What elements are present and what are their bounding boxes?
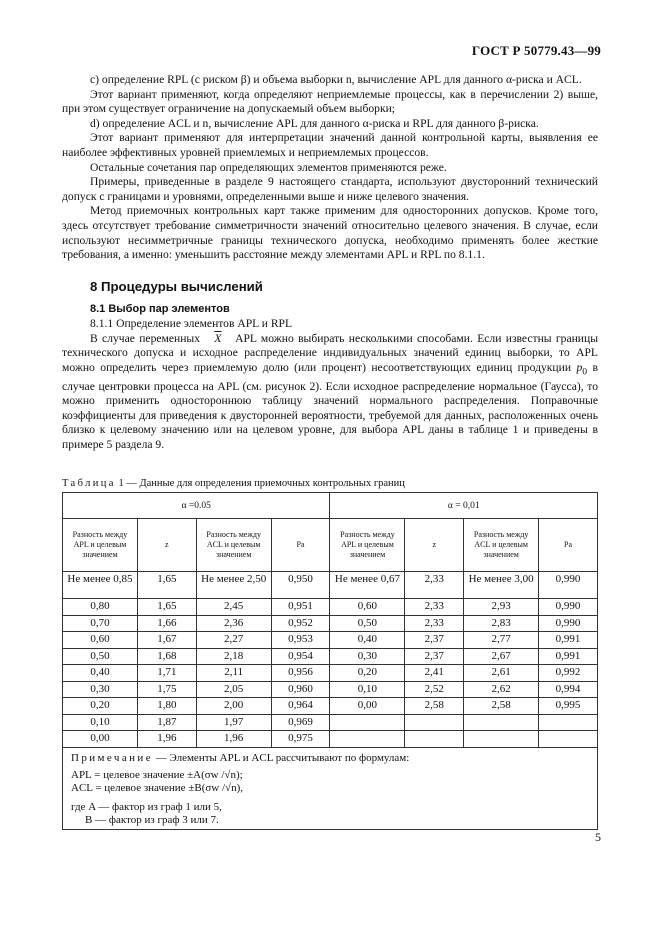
paragraph: Этот вариант применяют, когда определяют неприемлемые процессы, как в перечислении 2) выше, при этом существует ограничение на допускаемый объем выборки; [62, 87, 598, 116]
table-cell [405, 714, 464, 731]
table-cell: 0,50 [330, 615, 405, 632]
p-symbol: p [576, 360, 583, 374]
table-cell: Не менее 2,50 [196, 572, 271, 599]
data-table [62, 492, 598, 830]
column-header: z [137, 519, 196, 572]
table-cell: 0,951 [271, 599, 330, 616]
column-header: Разность между ACL и целевым значением [464, 519, 539, 572]
table-cell: 2,33 [405, 572, 464, 599]
paragraph: Остальные сочетания пар определяющих элементов применяются реже. [90, 160, 447, 174]
table-cell: 0,60 [63, 632, 138, 649]
table-cell: 2,93 [464, 599, 539, 616]
table-cell [330, 731, 405, 748]
table-cell: 0,956 [271, 665, 330, 682]
body-text [62, 73, 598, 453]
table-cell: 2,18 [196, 648, 271, 665]
document-header: ГОСТ Р 50779.43—99 [471, 43, 601, 58]
table-cell: 1,65 [137, 572, 196, 599]
table-cell: 0,953 [271, 632, 330, 649]
alpha-header: α =0.05 [63, 493, 330, 519]
table-cell: 0,70 [63, 615, 138, 632]
table-cell: 1,96 [196, 731, 271, 748]
table-cell: 2,36 [196, 615, 271, 632]
table-cell: 1,80 [137, 698, 196, 715]
formula-apl: APL = целевое значение ±A(σw /√n); [71, 768, 243, 781]
table-row [63, 665, 598, 682]
xbar-symbol: $\overline{X}$ [214, 331, 222, 345]
table-row [63, 681, 598, 698]
column-header: Разность между APL и целевым значением [63, 519, 138, 572]
alpha-header: α = 0,01 [330, 493, 598, 519]
table-cell: 1,66 [137, 615, 196, 632]
table-cell: 2,83 [464, 615, 539, 632]
page-number: 5 [595, 830, 601, 844]
table-cell [330, 714, 405, 731]
table-cell: 1,71 [137, 665, 196, 682]
table-cell: 0,20 [63, 698, 138, 715]
table-cell: 2,41 [405, 665, 464, 682]
paragraph: c) определение RPL (с риском β) и объема выборки n, вычисление APL для данного α-риска и ACL. [90, 73, 582, 86]
column-header: Разность между ACL и целевым значением [196, 519, 271, 572]
table-cell: 2,77 [464, 632, 539, 649]
table-caption [62, 478, 405, 489]
table-cell: 0,990 [539, 615, 598, 632]
section-title: 8 Процедуры вычислений [90, 278, 263, 294]
paragraph: Метод приемочных контрольных карт также применим для односторонних допусков. Кроме того, здесь отсутствует требование симметричности значений относительно целевого значения. В случае, если используют несимметричные границы технического допуска, необходимо применять более жесткие требования, а именно: уменьшить расстояние между элементами APL и RPL по 8.1.1. [62, 204, 598, 262]
p-subscript: 0 [582, 366, 588, 377]
table-row [63, 572, 598, 599]
table-row [63, 648, 598, 665]
table-row [63, 698, 598, 715]
table-cell: 2,37 [405, 632, 464, 649]
table-row [63, 632, 598, 649]
table-cell: 0,40 [63, 665, 138, 682]
table-cell: 0,991 [539, 632, 598, 649]
table-cell: 1,65 [137, 599, 196, 616]
subsection-title: 8.1 Выбор пар элементов [90, 303, 230, 316]
note-text: — Элементы APL и ACL рассчитывают по формулам: [155, 751, 410, 764]
table-cell: 0,40 [330, 632, 405, 649]
table-cell: Не менее 0,85 [63, 572, 138, 599]
table-cell: 0,00 [63, 731, 138, 748]
paragraph-apl-selection [62, 332, 598, 453]
column-header: Pa [271, 519, 330, 572]
table-cell: 2,27 [196, 632, 271, 649]
table-cell [539, 731, 598, 748]
table-cell: Не менее 3,00 [464, 572, 539, 599]
column-header: Разность между APL и целевым значением [330, 519, 405, 572]
table-row [63, 599, 598, 616]
table-cell: 1,96 [137, 731, 196, 748]
table-note [63, 747, 598, 829]
table-cell: 0,990 [539, 572, 598, 599]
column-header: Pa [539, 519, 598, 572]
table-cell: Не менее 0,67 [330, 572, 405, 599]
table-cell: 0,10 [330, 681, 405, 698]
table-cell: 2,61 [464, 665, 539, 682]
table-cell: 2,33 [405, 599, 464, 616]
table-cell: 0,969 [271, 714, 330, 731]
formula-acl: ACL = целевое значение ±B(σw /√n), [71, 781, 243, 794]
table-cell: 1,67 [137, 632, 196, 649]
table-cell: 2,67 [464, 648, 539, 665]
note-label: Примечание [71, 751, 153, 764]
table-body [63, 572, 598, 748]
paragraph-part: APL можно выбирать несколькими способами. Если известны границы технического допуска и исходное распределение индивидуальных значений единиц выборки, то APL можно определить через приемлемую долю (или процент) несоответствующих единиц продукции [62, 331, 598, 374]
note-where-a: где A — фактор из граф 1 или 5, [71, 800, 222, 813]
table-cell: 0,975 [271, 731, 330, 748]
table-cell: 0,992 [539, 665, 598, 682]
paragraph-part: в случае центровки процесса на APL (см. рисунок 2). Если исходное распределение нормальное (Гаусса), то можно применить одностороннюю таблицу значений нормального распределения. Поправочные коэффициенты для приведения к двусторонней вероятности, требуемой для данных, расположенных очень близко к целевому значению или на целевом уровне, для выбора APL даны в таблице 1 и приведены в примере 5 раздела 9. [62, 360, 598, 451]
paragraph-part: В случае переменных [90, 331, 200, 345]
table-cell: 2,00 [196, 698, 271, 715]
table-cell: 0,60 [330, 599, 405, 616]
table-cell: 2,37 [405, 648, 464, 665]
table-cell: 1,68 [137, 648, 196, 665]
table-cell: 2,45 [196, 599, 271, 616]
table-cell: 0,960 [271, 681, 330, 698]
table-cell [464, 731, 539, 748]
table-cell: 0,952 [271, 615, 330, 632]
table-cell: 0,995 [539, 698, 598, 715]
table-cell: 0,30 [330, 648, 405, 665]
table-cell: 0,991 [539, 648, 598, 665]
paragraph: Этот вариант применяют для интерпретации значений данной контрольной карты, выявления ее наиболее эффективных уровней приемлемых и неприемлемых процессов. [62, 131, 598, 159]
table-caption-text: 1 — Данные для определения приемочных контрольных границ [118, 478, 405, 489]
table-cell: 1,75 [137, 681, 196, 698]
column-header: z [405, 519, 464, 572]
table-cell: 0,00 [330, 698, 405, 715]
table-cell [539, 714, 598, 731]
table-cell: 1,87 [137, 714, 196, 731]
table-cell: 0,50 [63, 648, 138, 665]
table-cell [464, 714, 539, 731]
table-row [63, 714, 598, 731]
paragraph: Примеры, приведенные в разделе 9 настоящего стандарта, используют двусторонний технический допуск с границами и уровнями, определенными выше и ниже целевого значения. [62, 175, 598, 203]
table-caption-label: Таблица [62, 478, 116, 489]
table-cell: 2,11 [196, 665, 271, 682]
table-cell: 2,62 [464, 681, 539, 698]
table-cell: 0,964 [271, 698, 330, 715]
table-cell: 2,52 [405, 681, 464, 698]
note-intro [71, 752, 589, 765]
table-cell: 1,97 [196, 714, 271, 731]
table-cell: 0,950 [271, 572, 330, 599]
table-cell: 0,80 [63, 599, 138, 616]
table-cell: 2,05 [196, 681, 271, 698]
table-cell: 0,994 [539, 681, 598, 698]
table-cell: 2,33 [405, 615, 464, 632]
table-cell: 0,20 [330, 665, 405, 682]
table-cell: 2,58 [464, 698, 539, 715]
table-cell: 0,10 [63, 714, 138, 731]
subsubsection-title: 8.1.1 Определение элементов APL и RPL [90, 316, 293, 330]
table-cell: 0,990 [539, 599, 598, 616]
note-where-b: B — фактор из граф 3 или 7. [85, 813, 219, 826]
paragraph: d) определение ACL и n, вычисление APL для данного α-риска и RPL для данного β-риска. [90, 116, 539, 130]
table-cell: 0,954 [271, 648, 330, 665]
table-row [63, 615, 598, 632]
table-row [63, 731, 598, 748]
table-cell: 2,58 [405, 698, 464, 715]
table-cell: 0,30 [63, 681, 138, 698]
table-cell [405, 731, 464, 748]
